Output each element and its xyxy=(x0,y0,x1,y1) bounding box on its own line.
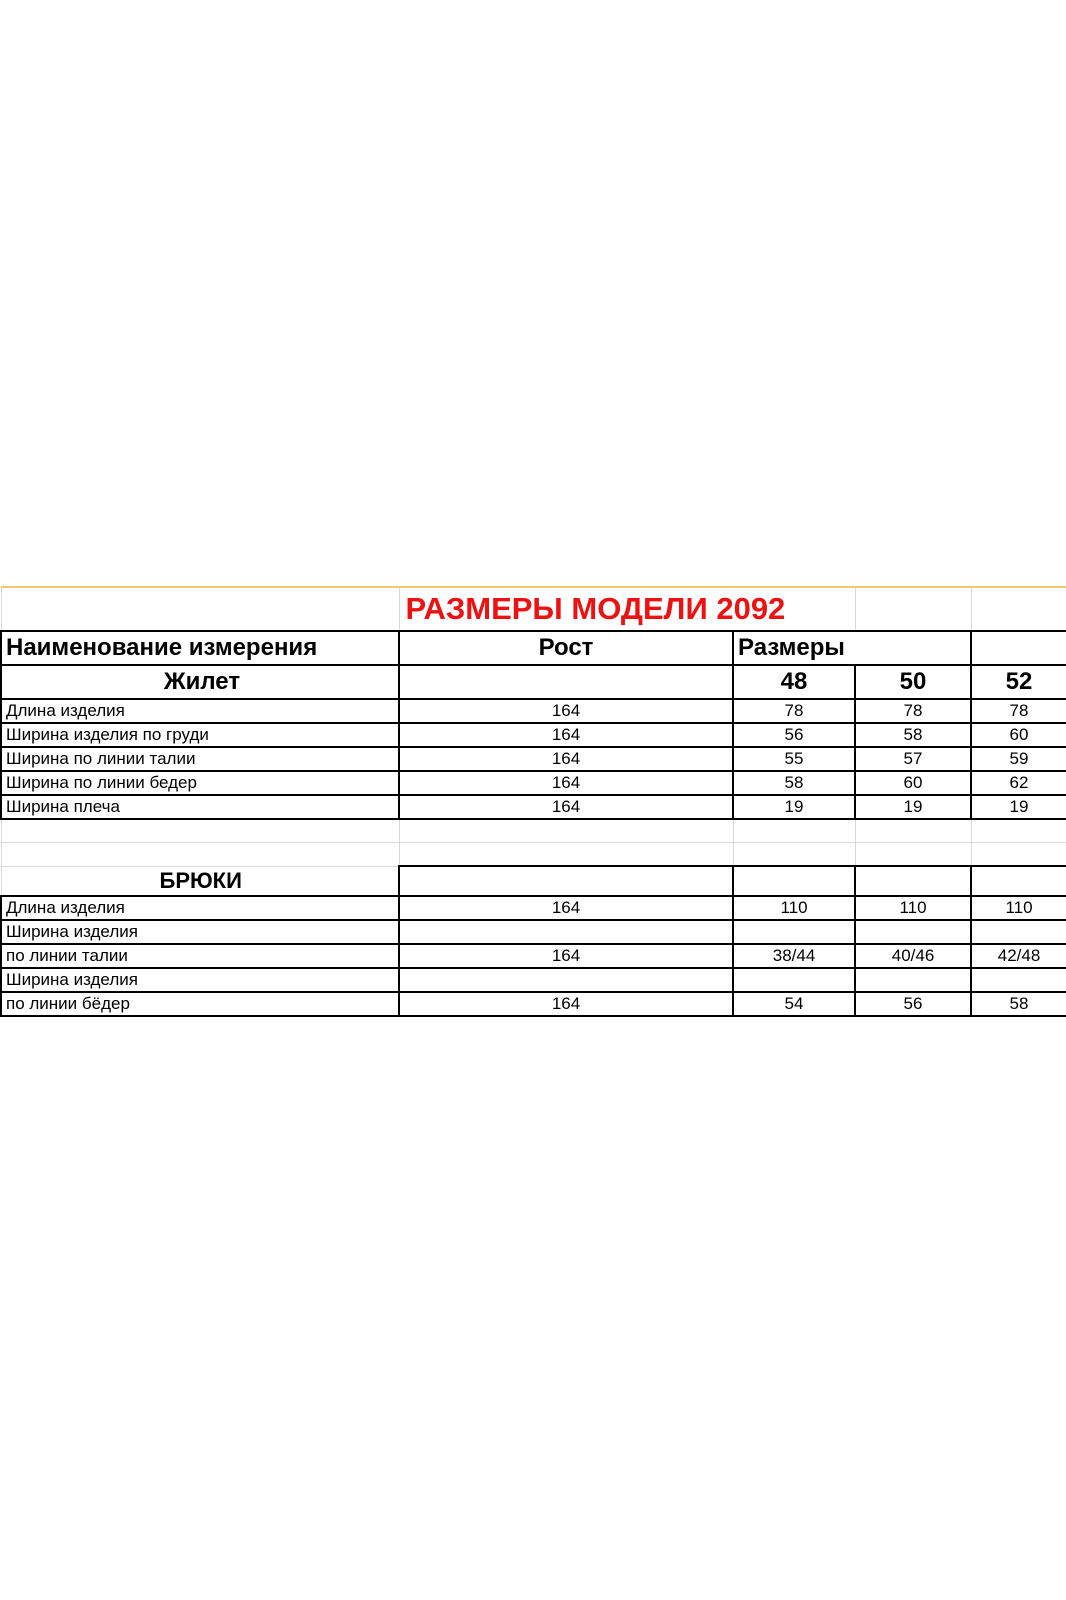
title-empty-cell xyxy=(1,587,399,631)
blank-cell xyxy=(971,819,1066,843)
table-row xyxy=(1,747,1066,771)
size-value xyxy=(971,920,1066,944)
blank-cell xyxy=(399,843,733,867)
title-row xyxy=(1,587,1066,631)
trousers-section-row xyxy=(1,866,1066,896)
size-value: 19 xyxy=(855,795,971,819)
table-row xyxy=(1,992,1066,1016)
size-value: 54 xyxy=(733,992,855,1016)
size-table xyxy=(0,586,1066,1017)
title-empty-cell xyxy=(855,587,971,631)
size-value: 56 xyxy=(733,723,855,747)
section-empty-cell xyxy=(733,866,855,896)
size-value: 110 xyxy=(733,896,855,920)
size-value: 42/48 xyxy=(971,944,1066,968)
table-row xyxy=(1,723,1066,747)
size-value: 110 xyxy=(971,896,1066,920)
size-value: 56 xyxy=(855,992,971,1016)
size-value: 58 xyxy=(855,723,971,747)
size-value: 38/44 xyxy=(733,944,855,968)
size-value: 19 xyxy=(733,795,855,819)
height-header: Рост xyxy=(399,631,733,665)
header-empty-cell xyxy=(971,631,1066,665)
size-value xyxy=(971,968,1066,992)
height-value: 164 xyxy=(399,699,733,723)
measurement-header: Наименование измерения xyxy=(1,631,399,665)
size-value xyxy=(733,968,855,992)
header-empty-cell xyxy=(855,631,971,665)
measurement-label: Длина изделия xyxy=(1,896,399,920)
size-value: 110 xyxy=(855,896,971,920)
measurement-label: Ширина по линии бедер xyxy=(1,771,399,795)
blank-cell xyxy=(855,819,971,843)
height-value: 164 xyxy=(399,896,733,920)
section-empty-cell xyxy=(399,866,733,896)
measurement-label: по линии бёдер xyxy=(1,992,399,1016)
blank-row xyxy=(1,819,1066,843)
height-value: 164 xyxy=(399,747,733,771)
table-row xyxy=(1,896,1066,920)
blank-cell xyxy=(733,819,855,843)
table-row xyxy=(1,920,1066,944)
size-value: 78 xyxy=(855,699,971,723)
sizes-header: Размеры xyxy=(733,631,855,665)
size-value xyxy=(733,920,855,944)
size-value: 57 xyxy=(855,747,971,771)
blank-row xyxy=(1,843,1066,867)
table-row xyxy=(1,771,1066,795)
section-empty-cell xyxy=(855,866,971,896)
blank-cell xyxy=(733,843,855,867)
height-value xyxy=(399,968,733,992)
size-label: 48 xyxy=(733,665,855,699)
blank-cell xyxy=(971,843,1066,867)
section-empty-cell xyxy=(971,866,1066,896)
size-value: 58 xyxy=(971,992,1066,1016)
size-value: 55 xyxy=(733,747,855,771)
blank-cell xyxy=(1,843,399,867)
size-value: 78 xyxy=(971,699,1066,723)
size-value: 78 xyxy=(733,699,855,723)
height-value: 164 xyxy=(399,723,733,747)
blank-cell xyxy=(1,819,399,843)
height-value xyxy=(399,920,733,944)
table-row xyxy=(1,944,1066,968)
measurement-label: Ширина по линии талии xyxy=(1,747,399,771)
size-value xyxy=(855,968,971,992)
size-value: 40/46 xyxy=(855,944,971,968)
trousers-section-title: БРЮКИ xyxy=(1,866,399,896)
size-value: 62 xyxy=(971,771,1066,795)
measurement-label: Ширина изделия xyxy=(1,968,399,992)
size-value: 60 xyxy=(971,723,1066,747)
measurement-label: по линии талии xyxy=(1,944,399,968)
blank-cell xyxy=(399,819,733,843)
size-value: 58 xyxy=(733,771,855,795)
height-value: 164 xyxy=(399,771,733,795)
measurement-label: Ширина изделия по груди xyxy=(1,723,399,747)
table-row xyxy=(1,795,1066,819)
measurement-label: Ширина изделия xyxy=(1,920,399,944)
size-value: 19 xyxy=(971,795,1066,819)
section-empty-cell xyxy=(399,665,733,699)
size-value: 59 xyxy=(971,747,1066,771)
title-empty-cell xyxy=(971,587,1066,631)
page-title: РАЗМЕРЫ МОДЕЛИ 2092 xyxy=(399,587,855,631)
measurement-label: Длина изделия xyxy=(1,699,399,723)
blank-cell xyxy=(855,843,971,867)
vest-section-row xyxy=(1,665,1066,699)
table-row xyxy=(1,699,1066,723)
size-label: 50 xyxy=(855,665,971,699)
size-value xyxy=(855,920,971,944)
height-value: 164 xyxy=(399,944,733,968)
header-row xyxy=(1,631,1066,665)
height-value: 164 xyxy=(399,795,733,819)
vest-section-title: Жилет xyxy=(1,665,399,699)
height-value: 164 xyxy=(399,992,733,1016)
size-label: 52 xyxy=(971,665,1066,699)
size-value: 60 xyxy=(855,771,971,795)
size-chart-sheet xyxy=(0,586,1066,1017)
measurement-label: Ширина плеча xyxy=(1,795,399,819)
table-row xyxy=(1,968,1066,992)
